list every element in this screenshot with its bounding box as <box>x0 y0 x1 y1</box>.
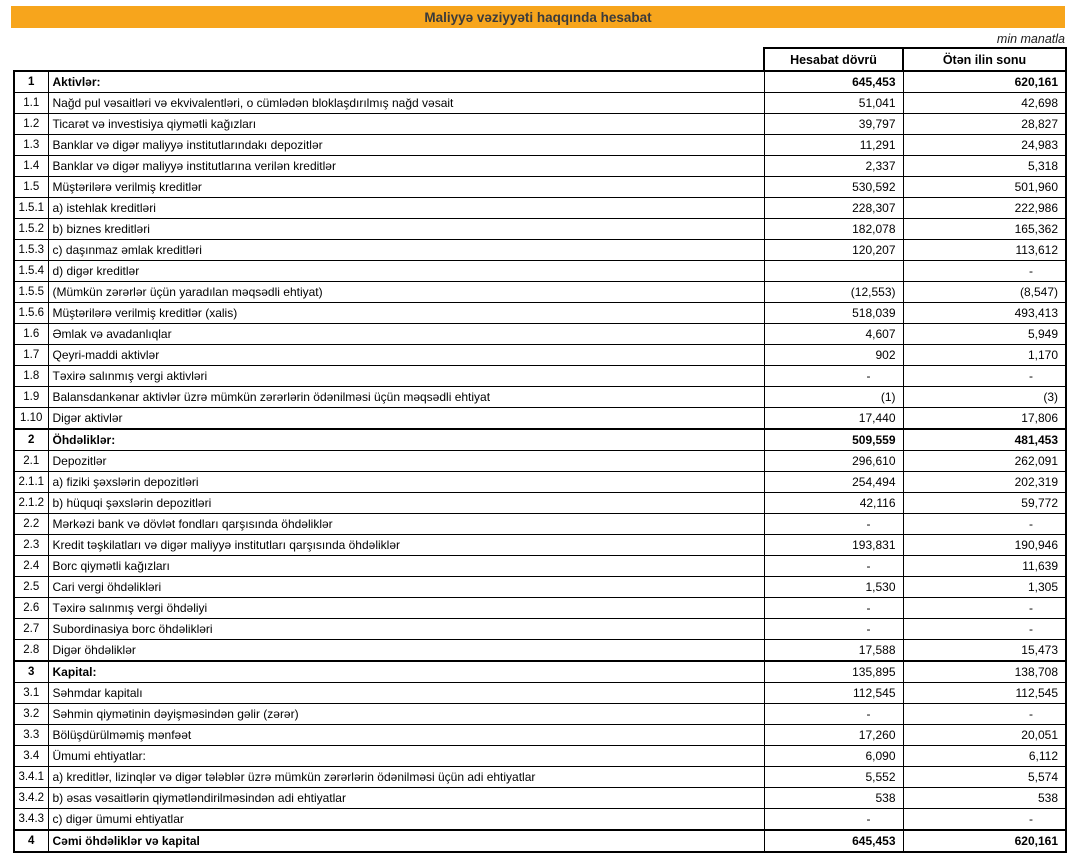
value-period-cell: 902 <box>764 345 903 366</box>
column-header-prior: Ötən ilin sonu <box>903 48 1066 71</box>
row-label-cell: c) digər ümumi ehtiyatlar <box>48 809 764 831</box>
value-prior-cell: - <box>903 514 1066 535</box>
value-period-cell: 17,588 <box>764 640 903 662</box>
table-row <box>14 809 1066 831</box>
table-row <box>14 240 1066 261</box>
value-prior-cell: 620,161 <box>903 830 1066 852</box>
value-period-cell: 39,797 <box>764 114 903 135</box>
value-prior-cell: 42,698 <box>903 93 1066 114</box>
value-period-cell: 645,453 <box>764 71 903 93</box>
value-period-cell: 51,041 <box>764 93 903 114</box>
table-row <box>14 725 1066 746</box>
table-row <box>14 598 1066 619</box>
row-label-cell: Ümumi ehtiyatlar: <box>48 746 764 767</box>
value-prior-cell: 11,639 <box>903 556 1066 577</box>
table-row <box>14 830 1066 852</box>
table-row <box>14 135 1066 156</box>
row-label-cell: Təxirə salınmış vergi aktivləri <box>48 366 764 387</box>
value-prior-cell: 202,319 <box>903 472 1066 493</box>
row-label-cell: Əmlak və avadanlıqlar <box>48 324 764 345</box>
table-row <box>14 577 1066 598</box>
value-period-cell: 538 <box>764 788 903 809</box>
value-period-cell: 17,440 <box>764 408 903 430</box>
table-row <box>14 661 1066 683</box>
table-header-row <box>14 48 1066 71</box>
table-row <box>14 535 1066 556</box>
value-period-cell: 5,552 <box>764 767 903 788</box>
row-label-cell: Banklar və digər maliyyə institutlarına verilən kreditlər <box>48 156 764 177</box>
row-label-cell: Müştərilərə verilmiş kreditlər (xalis) <box>48 303 764 324</box>
row-label-cell: Ticarət və investisiya qiymətli kağızları <box>48 114 764 135</box>
row-number-cell: 2.3 <box>14 535 48 556</box>
value-period-cell: 135,895 <box>764 661 903 683</box>
value-prior-cell: 59,772 <box>903 493 1066 514</box>
table-row <box>14 451 1066 472</box>
row-number-cell: 2 <box>14 429 48 451</box>
row-number-cell: 2.2 <box>14 514 48 535</box>
row-number-cell: 1.5.2 <box>14 219 48 240</box>
value-period-cell: 4,607 <box>764 324 903 345</box>
row-number-cell: 2.4 <box>14 556 48 577</box>
row-number-cell: 2.8 <box>14 640 48 662</box>
page-title: Maliyyə vəziyyəti haqqında hesabat <box>424 10 652 25</box>
report-table-body <box>14 71 1066 852</box>
row-number-cell: 1.1 <box>14 93 48 114</box>
row-number-cell: 3.4.3 <box>14 809 48 831</box>
value-period-cell: 17,260 <box>764 725 903 746</box>
row-number-cell: 1.5.5 <box>14 282 48 303</box>
row-label-cell: a) fiziki şəxslərin depozitləri <box>48 472 764 493</box>
table-row <box>14 93 1066 114</box>
value-prior-cell: 5,574 <box>903 767 1066 788</box>
value-prior-cell: - <box>903 619 1066 640</box>
value-period-cell: 193,831 <box>764 535 903 556</box>
row-number-cell: 3.4.2 <box>14 788 48 809</box>
value-prior-cell: (8,547) <box>903 282 1066 303</box>
value-period-cell: - <box>764 619 903 640</box>
row-number-cell: 1.5.3 <box>14 240 48 261</box>
value-period-cell <box>764 261 903 282</box>
row-number-cell: 1.5.1 <box>14 198 48 219</box>
row-number-cell: 3.3 <box>14 725 48 746</box>
row-label-cell: Cari vergi öhdəlikləri <box>48 577 764 598</box>
table-row <box>14 198 1066 219</box>
value-prior-cell: 28,827 <box>903 114 1066 135</box>
value-period-cell: 254,494 <box>764 472 903 493</box>
value-prior-cell: - <box>903 809 1066 831</box>
value-prior-cell: 5,318 <box>903 156 1066 177</box>
row-number-cell: 2.1 <box>14 451 48 472</box>
table-row <box>14 556 1066 577</box>
value-prior-cell: 620,161 <box>903 71 1066 93</box>
table-row <box>14 767 1066 788</box>
value-prior-cell: 493,413 <box>903 303 1066 324</box>
row-number-cell: 1 <box>14 71 48 93</box>
row-label-cell: Borc qiymətli kağızları <box>48 556 764 577</box>
row-number-cell: 1.4 <box>14 156 48 177</box>
table-row <box>14 114 1066 135</box>
row-number-cell: 1.10 <box>14 408 48 430</box>
value-prior-cell: 538 <box>903 788 1066 809</box>
value-period-cell: 112,545 <box>764 683 903 704</box>
row-number-cell: 1.2 <box>14 114 48 135</box>
value-period-cell: - <box>764 598 903 619</box>
value-prior-cell: 20,051 <box>903 725 1066 746</box>
row-label-cell: Digər öhdəliklər <box>48 640 764 662</box>
table-row <box>14 704 1066 725</box>
row-number-cell: 1.5.6 <box>14 303 48 324</box>
row-label-cell: Kapital: <box>48 661 764 683</box>
row-label-cell: Öhdəliklər: <box>48 429 764 451</box>
table-row <box>14 472 1066 493</box>
row-label-cell: Müştərilərə verilmiş kreditlər <box>48 177 764 198</box>
row-number-cell: 3.2 <box>14 704 48 725</box>
table-row <box>14 619 1066 640</box>
value-prior-cell: 15,473 <box>903 640 1066 662</box>
value-prior-cell: - <box>903 598 1066 619</box>
row-label-cell: Depozitlər <box>48 451 764 472</box>
table-row <box>14 177 1066 198</box>
value-period-cell: - <box>764 514 903 535</box>
value-period-cell: - <box>764 704 903 725</box>
row-label-cell: Səhmdar kapitalı <box>48 683 764 704</box>
header-empty-cell <box>14 48 764 71</box>
table-row <box>14 493 1066 514</box>
row-label-cell: Səhmin qiymətinin dəyişməsindən gəlir (zərər) <box>48 704 764 725</box>
value-period-cell: (1) <box>764 387 903 408</box>
currency-unit-note: min manatla <box>996 32 1065 46</box>
table-row <box>14 282 1066 303</box>
row-number-cell: 2.1.1 <box>14 472 48 493</box>
row-label-cell: Banklar və digər maliyyə institutlarındakı depozitlər <box>48 135 764 156</box>
table-row <box>14 71 1066 93</box>
row-label-cell: Təxirə salınmış vergi öhdəliyi <box>48 598 764 619</box>
value-prior-cell: 481,453 <box>903 429 1066 451</box>
value-period-cell: - <box>764 809 903 831</box>
row-number-cell: 1.8 <box>14 366 48 387</box>
table-row <box>14 303 1066 324</box>
value-period-cell: 518,039 <box>764 303 903 324</box>
row-label-cell: Digər aktivlər <box>48 408 764 430</box>
value-prior-cell: 190,946 <box>903 535 1066 556</box>
table-row <box>14 408 1066 430</box>
value-prior-cell: - <box>903 261 1066 282</box>
value-prior-cell: 262,091 <box>903 451 1066 472</box>
row-number-cell: 1.9 <box>14 387 48 408</box>
row-label-cell: Qeyri-maddi aktivlər <box>48 345 764 366</box>
value-period-cell: 509,559 <box>764 429 903 451</box>
value-prior-cell: 17,806 <box>903 408 1066 430</box>
row-number-cell: 3.4 <box>14 746 48 767</box>
row-label-cell: c) daşınmaz əmlak kreditləri <box>48 240 764 261</box>
row-label-cell: Cəmi öhdəliklər və kapital <box>48 830 764 852</box>
row-number-cell: 4 <box>14 830 48 852</box>
row-number-cell: 1.5 <box>14 177 48 198</box>
value-prior-cell: 1,305 <box>903 577 1066 598</box>
table-row <box>14 387 1066 408</box>
row-label-cell: d) digər kreditlər <box>48 261 764 282</box>
value-prior-cell: - <box>903 366 1066 387</box>
table-row <box>14 345 1066 366</box>
row-label-cell: Mərkəzi bank və dövlət fondları qarşısında öhdəliklər <box>48 514 764 535</box>
row-label-cell: b) əsas vəsaitlərin qiymətləndirilməsindən adi ehtiyatlar <box>48 788 764 809</box>
row-number-cell: 1.3 <box>14 135 48 156</box>
value-period-cell: 296,610 <box>764 451 903 472</box>
table-row <box>14 366 1066 387</box>
row-number-cell: 1.7 <box>14 345 48 366</box>
row-label-cell: Nağd pul vəsaitləri və ekvivalentləri, o cümlədən bloklaşdırılmış nağd vəsait <box>48 93 764 114</box>
value-period-cell: 11,291 <box>764 135 903 156</box>
value-period-cell: 2,337 <box>764 156 903 177</box>
value-prior-cell: (3) <box>903 387 1066 408</box>
value-prior-cell: 5,949 <box>903 324 1066 345</box>
row-number-cell: 3.4.1 <box>14 767 48 788</box>
value-prior-cell: 24,983 <box>903 135 1066 156</box>
table-row <box>14 514 1066 535</box>
row-label-cell: Subordinasiya borc öhdəlikləri <box>48 619 764 640</box>
table-row <box>14 261 1066 282</box>
row-number-cell: 2.7 <box>14 619 48 640</box>
report-title-banner <box>11 6 1065 28</box>
table-row <box>14 219 1066 240</box>
table-row <box>14 324 1066 345</box>
value-period-cell: 530,592 <box>764 177 903 198</box>
row-label-cell: a) kreditlər, lizinqlər və digər tələblər üzrə mümkün zərərlərin ödənilməsi üçün adi ehtiyatlar <box>48 767 764 788</box>
table-row <box>14 683 1066 704</box>
table-row <box>14 429 1066 451</box>
value-prior-cell: 501,960 <box>903 177 1066 198</box>
value-period-cell: - <box>764 366 903 387</box>
value-period-cell: - <box>764 556 903 577</box>
financial-statement-table <box>13 47 1067 853</box>
row-label-cell: Aktivlər: <box>48 71 764 93</box>
row-number-cell: 3 <box>14 661 48 683</box>
value-period-cell: 6,090 <box>764 746 903 767</box>
row-number-cell: 2.1.2 <box>14 493 48 514</box>
value-prior-cell: 112,545 <box>903 683 1066 704</box>
value-period-cell: 228,307 <box>764 198 903 219</box>
value-prior-cell: - <box>903 704 1066 725</box>
value-prior-cell: 1,170 <box>903 345 1066 366</box>
value-period-cell: 645,453 <box>764 830 903 852</box>
table-row <box>14 640 1066 662</box>
row-label-cell: Balansdankənar aktivlər üzrə mümkün zərərlərin ödənilməsi üçün məqsədli ehtiyat <box>48 387 764 408</box>
table-row <box>14 156 1066 177</box>
value-period-cell: (12,553) <box>764 282 903 303</box>
value-prior-cell: 113,612 <box>903 240 1066 261</box>
row-label-cell: Kredit təşkilatları və digər maliyyə institutları qarşısında öhdəliklər <box>48 535 764 556</box>
value-period-cell: 1,530 <box>764 577 903 598</box>
row-number-cell: 1.6 <box>14 324 48 345</box>
value-prior-cell: 165,362 <box>903 219 1066 240</box>
value-prior-cell: 222,986 <box>903 198 1066 219</box>
row-number-cell: 2.6 <box>14 598 48 619</box>
value-period-cell: 42,116 <box>764 493 903 514</box>
value-prior-cell: 138,708 <box>903 661 1066 683</box>
row-label-cell: b) biznes kreditləri <box>48 219 764 240</box>
value-prior-cell: 6,112 <box>903 746 1066 767</box>
value-period-cell: 182,078 <box>764 219 903 240</box>
row-label-cell: a) istehlak kreditləri <box>48 198 764 219</box>
table-row <box>14 788 1066 809</box>
row-number-cell: 1.5.4 <box>14 261 48 282</box>
row-label-cell: b) hüquqi şəxslərin depozitləri <box>48 493 764 514</box>
table-row <box>14 746 1066 767</box>
row-number-cell: 3.1 <box>14 683 48 704</box>
value-period-cell: 120,207 <box>764 240 903 261</box>
row-label-cell: Bölüşdürülməmiş mənfəət <box>48 725 764 746</box>
column-header-period: Hesabat dövrü <box>764 48 903 71</box>
row-number-cell: 2.5 <box>14 577 48 598</box>
row-label-cell: (Mümkün zərərlər üçün yaradılan məqsədli ehtiyat) <box>48 282 764 303</box>
